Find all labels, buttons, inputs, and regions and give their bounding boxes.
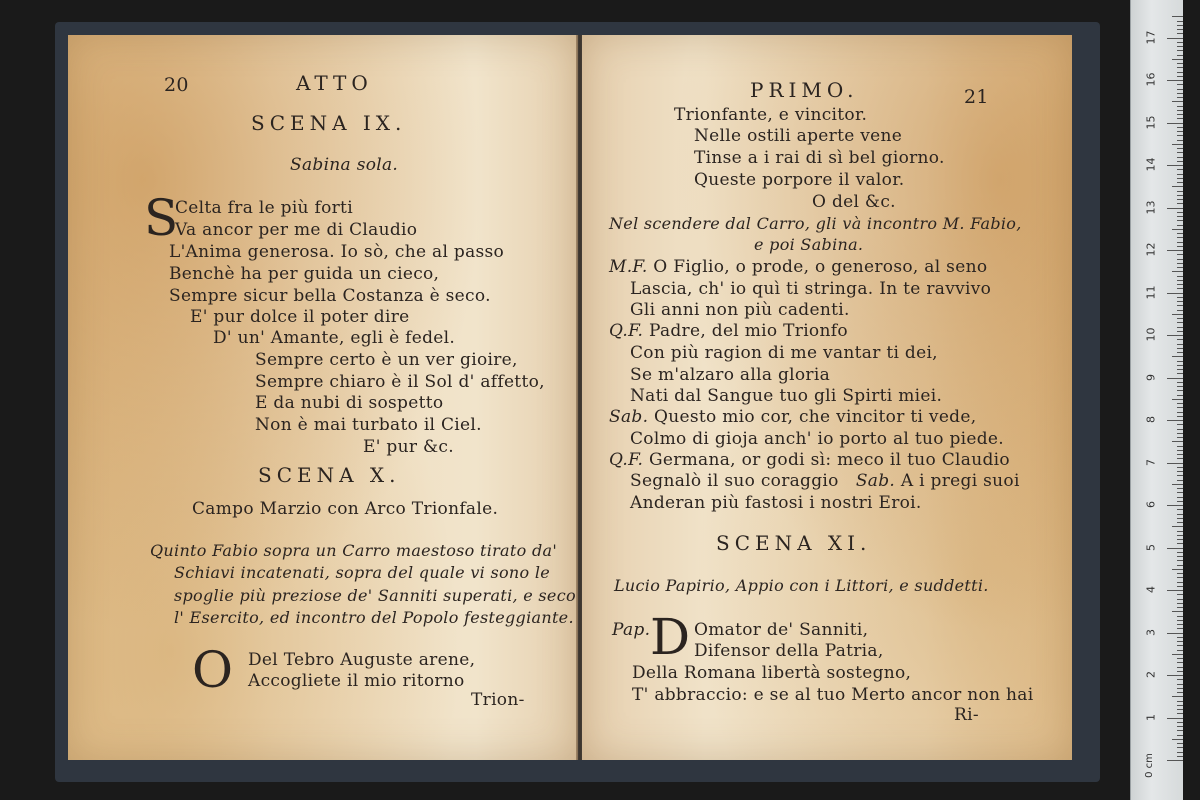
ruler-number: 11 [1144, 285, 1158, 299]
ruler-tick [1177, 157, 1183, 158]
ruler-tick [1177, 21, 1183, 22]
ruler-tick [1177, 50, 1183, 51]
ruler-number: 5 [1144, 543, 1158, 551]
ruler-tick [1177, 556, 1183, 557]
ruler-tick [1177, 220, 1183, 221]
ruler-tick [1167, 208, 1183, 209]
ruler-tick [1177, 594, 1183, 595]
ruler-tick [1177, 29, 1183, 30]
dialogue-line: Lascia, ch' io quì ti stringa. In te ravvivo [630, 279, 992, 299]
ruler-tick [1177, 33, 1183, 34]
running-head: ATTO [296, 71, 373, 95]
catchword: Ri- [954, 705, 979, 725]
dialogue-line: Con più ragion di me vantar ti dei, [630, 343, 938, 363]
ruler-tick [1177, 684, 1183, 685]
ruler-tick [1177, 182, 1183, 183]
ruler-tick [1177, 297, 1183, 298]
ruler-tick [1177, 743, 1183, 744]
verse-line: Nelle ostili aperte vene [694, 126, 903, 146]
ruler-tick [1177, 169, 1183, 170]
ruler-tick [1177, 701, 1183, 702]
verse-line: E da nubi di sospetto [255, 393, 444, 413]
ruler-tick [1177, 331, 1183, 332]
ruler-tick [1177, 72, 1183, 73]
ruler-number: 12 [1144, 242, 1158, 257]
ruler-tick [1177, 63, 1183, 64]
verse-line: L'Anima generosa. Io sò, che al passo [169, 242, 505, 262]
ruler-tick [1177, 152, 1183, 153]
ruler-tick [1177, 475, 1183, 476]
verse-line: Della Romana libertà sostegno, [632, 663, 912, 683]
ruler-tick [1177, 131, 1183, 132]
ruler-tick [1177, 246, 1183, 247]
ruler-tick [1177, 390, 1183, 391]
ruler-tick [1177, 225, 1183, 226]
verse-line: Sempre chiaro è il Sol d' affetto, [255, 372, 545, 392]
page-number: 20 [164, 74, 189, 96]
ruler-tick [1177, 730, 1183, 731]
left-page [68, 35, 578, 760]
ruler-tick [1177, 658, 1183, 659]
ruler-tick [1177, 89, 1183, 90]
verse-line: Sempre sicur bella Costanza è seco. [169, 286, 491, 306]
ruler-tick [1172, 101, 1183, 102]
ruler-tick [1177, 577, 1183, 578]
ruler-tick [1177, 263, 1183, 264]
ruler-tick [1177, 713, 1183, 714]
ruler-tick [1177, 178, 1183, 179]
verse-line: Sempre certo è un ver gioire, [255, 350, 518, 370]
ruler-tick [1177, 407, 1183, 408]
ruler-number: 4 [1144, 586, 1158, 593]
ruler-tick [1177, 46, 1183, 47]
ruler-tick [1177, 67, 1183, 68]
ruler-tick [1177, 458, 1183, 459]
ruler-number: 3 [1144, 628, 1158, 636]
stage-direction-line: e poi Sabina. [754, 235, 864, 254]
verse-line: Benchè ha per guida un cieco, [169, 264, 440, 284]
ruler-tick [1177, 322, 1183, 323]
ruler-tick [1177, 726, 1183, 727]
stage-direction-line: Nel scendere dal Carro, gli và incontro M. Fabio, [609, 214, 1022, 233]
ruler-tick [1177, 518, 1183, 519]
verse-line: T' abbraccio: e se al tuo Merto ancor non hai [632, 685, 1034, 705]
ruler-tick [1177, 560, 1183, 561]
ruler-tick [1177, 735, 1183, 736]
verse-line: Difensor della Patria, [694, 641, 884, 661]
verse-line: E' pur &c. [363, 437, 454, 457]
ruler-tick [1177, 301, 1183, 302]
ruler-tick [1177, 93, 1183, 94]
ruler-tick [1177, 509, 1183, 510]
ruler-tick [1177, 450, 1183, 451]
ruler-tick [1177, 25, 1183, 26]
ruler-tick [1177, 756, 1183, 757]
ruler-tick [1177, 403, 1183, 404]
ruler-tick [1177, 416, 1183, 417]
ruler-number: 16 [1144, 72, 1158, 87]
ruler-tick [1177, 454, 1183, 455]
ruler-tick [1177, 599, 1183, 600]
ruler-tick [1177, 433, 1183, 434]
ruler-tick [1177, 110, 1183, 111]
ruler-tick [1177, 361, 1183, 362]
ruler-tick [1177, 344, 1183, 345]
ruler-tick [1177, 127, 1183, 128]
ruler-tick [1177, 582, 1183, 583]
ruler-tick [1177, 118, 1183, 119]
running-head: PRIMO. [750, 78, 859, 102]
ruler-tick [1177, 492, 1183, 493]
ruler-tick [1167, 165, 1183, 166]
ruler-tick [1177, 84, 1183, 85]
ruler-tick [1167, 250, 1183, 251]
ruler-tick [1177, 522, 1183, 523]
catchword: Trion- [471, 690, 525, 710]
ruler-tick [1177, 709, 1183, 710]
verse-line: D' un' Amante, egli è fedel. [213, 328, 456, 348]
ruler-number: 15 [1144, 115, 1158, 129]
verse-line: Queste porpore il valor. [694, 170, 905, 190]
ruler-tick [1177, 203, 1183, 204]
ruler-tick [1177, 348, 1183, 349]
ruler-unit-label: 0 cm [1143, 753, 1155, 778]
ruler-tick [1177, 429, 1183, 430]
scene-x-title: SCENA X. [258, 463, 401, 487]
ruler-tick [1167, 420, 1183, 421]
ruler-tick [1177, 237, 1183, 238]
ruler-tick [1177, 254, 1183, 255]
ruler-tick [1172, 611, 1183, 612]
ruler-tick [1172, 16, 1183, 17]
ruler-tick [1167, 760, 1183, 761]
ruler-tick [1177, 480, 1183, 481]
speaker-name: Q.F. [609, 450, 644, 470]
ruler-number: 9 [1144, 373, 1158, 381]
ruler-tick [1177, 552, 1183, 553]
scene-x-setting: Campo Marzio con Arco Trionfale. [192, 499, 499, 519]
ruler-tick [1177, 747, 1183, 748]
ruler-tick [1167, 293, 1183, 294]
verse-line: O del &c. [812, 192, 896, 212]
ruler-tick [1172, 356, 1183, 357]
ruler-tick [1177, 373, 1183, 374]
ruler-number: 10 [1144, 327, 1158, 342]
ruler-tick [1177, 135, 1183, 136]
ruler-tick [1172, 484, 1183, 485]
ruler-tick [1177, 242, 1183, 243]
stage-direction-line: spoglie più preziose de' Sanniti superati, e seco [174, 586, 576, 605]
dialogue-line: M.F. O Figlio, o prode, o generoso, al seno [609, 257, 988, 277]
ruler-number: 17 [1144, 30, 1158, 44]
drop-cap-s: S [144, 189, 179, 247]
ruler-tick [1177, 679, 1183, 680]
verse-line: Va ancor per me di Claudio [175, 220, 418, 240]
verse-line: Del Tebro Auguste arene, [248, 650, 476, 670]
ruler-tick [1172, 271, 1183, 272]
dialogue-line: Q.F. Padre, del mio Trionfo [609, 321, 848, 341]
ruler-tick [1167, 548, 1183, 549]
ruler-tick [1177, 667, 1183, 668]
ruler-tick [1177, 543, 1183, 544]
dialogue-line: Se m'alzaro alla gloria [630, 365, 831, 385]
ruler-tick [1177, 412, 1183, 413]
ruler-tick [1177, 199, 1183, 200]
ruler-tick [1177, 114, 1183, 115]
ruler-tick [1177, 318, 1183, 319]
ruler-tick [1177, 191, 1183, 192]
dialogue-line: Segnalò il suo coraggio Sab. A i pregi suoi [630, 471, 1020, 491]
ruler-tick [1177, 327, 1183, 328]
verse-line: Omator de' Sanniti, [694, 620, 869, 640]
ruler-tick [1177, 437, 1183, 438]
ruler-tick [1172, 654, 1183, 655]
ruler-tick [1177, 620, 1183, 621]
ruler-tick [1177, 586, 1183, 587]
ruler-tick [1177, 97, 1183, 98]
ruler-tick [1172, 144, 1183, 145]
dialogue-line: Q.F. Germana, or godi sì: meco il tuo Claudio [609, 450, 1010, 470]
speaker-name: Sab. [855, 471, 896, 491]
ruler-tick [1177, 310, 1183, 311]
ruler-tick [1172, 314, 1183, 315]
ruler-tick [1167, 590, 1183, 591]
ruler-tick [1172, 59, 1183, 60]
measuring-ruler [1130, 0, 1183, 800]
ruler-tick [1177, 305, 1183, 306]
ruler-number: 2 [1144, 671, 1158, 678]
ruler-number: 8 [1144, 416, 1158, 423]
scene-ix-title: SCENA IX. [251, 111, 407, 135]
ruler-tick [1177, 607, 1183, 608]
stage-direction-line: l' Esercito, ed incontro del Popolo festeggiante. [174, 608, 574, 627]
page-number: 21 [964, 86, 989, 108]
ruler-tick [1177, 174, 1183, 175]
verse-line: Accogliete il mio ritorno [248, 671, 465, 691]
ruler-tick [1177, 650, 1183, 651]
ruler-tick [1177, 514, 1183, 515]
ruler-tick [1177, 573, 1183, 574]
ruler-tick [1177, 624, 1183, 625]
dialogue-line: Anderan più fastosi i nostri Eroi. [630, 493, 922, 513]
verse-line: Non è mai turbato il Ciel. [255, 415, 482, 435]
ruler-tick [1172, 569, 1183, 570]
ruler-number: 14 [1144, 157, 1158, 172]
ruler-tick [1177, 140, 1183, 141]
ruler-tick [1177, 467, 1183, 468]
ruler-tick [1177, 671, 1183, 672]
ruler-tick [1177, 565, 1183, 566]
ruler-tick [1177, 705, 1183, 706]
ruler-tick [1177, 369, 1183, 370]
ruler-tick [1177, 539, 1183, 540]
ruler-tick [1177, 352, 1183, 353]
ruler-tick [1172, 441, 1183, 442]
ruler-tick [1177, 106, 1183, 107]
ruler-tick [1172, 696, 1183, 697]
ruler-tick [1177, 395, 1183, 396]
ruler-tick [1177, 288, 1183, 289]
stage-direction-line: Quinto Fabio sopra un Carro maestoso tirato da' [150, 541, 558, 560]
ruler-tick [1177, 382, 1183, 383]
ruler-tick [1177, 752, 1183, 753]
verse-line: Trionfante, e vincitor. [674, 105, 868, 125]
ruler-tick [1177, 488, 1183, 489]
verse-line: Celta fra le più forti [175, 198, 353, 218]
ruler-tick [1177, 645, 1183, 646]
ruler-tick [1177, 195, 1183, 196]
drop-cap-d: D [650, 608, 691, 666]
ruler-number: 13 [1144, 200, 1158, 214]
ruler-tick [1177, 424, 1183, 425]
ruler-tick [1167, 675, 1183, 676]
ruler-tick [1177, 212, 1183, 213]
speaker-name: Sab. [609, 407, 649, 427]
ruler-tick [1167, 718, 1183, 719]
ruler-tick [1167, 38, 1183, 39]
ruler-tick [1167, 463, 1183, 464]
dialogue-line: Gli anni non più cadenti. [630, 300, 850, 320]
speaker-name: Q.F. [609, 321, 644, 341]
ruler-tick [1177, 531, 1183, 532]
ruler-number: 7 [1144, 458, 1158, 466]
scene-xi-cast: Lucio Papirio, Appio con i Littori, e suddetti. [614, 576, 989, 595]
scene-ix-cast: Sabina sola. [290, 155, 399, 175]
ruler-tick [1177, 280, 1183, 281]
ruler-tick [1177, 637, 1183, 638]
ruler-tick [1177, 616, 1183, 617]
ruler-tick [1177, 284, 1183, 285]
ruler-tick [1177, 688, 1183, 689]
ruler-tick [1172, 526, 1183, 527]
dialogue-line: Colmo di gioja anch' io porto al tuo piede. [630, 429, 1004, 449]
ruler-tick [1177, 42, 1183, 43]
ruler-tick [1177, 76, 1183, 77]
verse-line: E' pur dolce il poter dire [190, 307, 410, 327]
ruler-number: 1 [1144, 713, 1158, 721]
ruler-tick [1177, 276, 1183, 277]
ruler-tick [1172, 739, 1183, 740]
ruler-tick [1167, 123, 1183, 124]
ruler-tick [1177, 662, 1183, 663]
ruler-tick [1172, 229, 1183, 230]
ruler-tick [1177, 148, 1183, 149]
ruler-tick [1177, 628, 1183, 629]
ruler-tick [1172, 186, 1183, 187]
speaker-name: M.F. [609, 257, 648, 277]
stage-direction-line: Schiavi incatenati, sopra del quale vi sono le [174, 563, 551, 582]
dialogue-line: Nati dal Sangue tuo gli Spirti miei. [630, 386, 943, 406]
ruler-tick [1177, 471, 1183, 472]
ruler-tick [1167, 80, 1183, 81]
dialogue-line: Sab. Questo mio cor, che vincitor ti vede, [609, 407, 977, 427]
ruler-tick [1177, 339, 1183, 340]
ruler-tick [1177, 386, 1183, 387]
ruler-tick [1177, 535, 1183, 536]
ruler-tick [1177, 722, 1183, 723]
ruler-tick [1177, 233, 1183, 234]
ruler-tick [1167, 378, 1183, 379]
ruler-tick [1177, 603, 1183, 604]
speaker-name: Pap. [612, 620, 651, 640]
ruler-tick [1177, 497, 1183, 498]
ruler-tick [1177, 216, 1183, 217]
ruler-tick [1177, 55, 1183, 56]
ruler-tick [1167, 633, 1183, 634]
ruler-tick [1177, 692, 1183, 693]
ruler-tick [1167, 335, 1183, 336]
verse-line: Tinse a i rai di sì bel giorno. [694, 148, 945, 168]
ruler-tick [1177, 641, 1183, 642]
ruler-tick [1177, 365, 1183, 366]
right-page [582, 35, 1072, 760]
ruler-tick [1177, 501, 1183, 502]
ruler-number: 6 [1144, 501, 1158, 508]
ruler-tick [1177, 267, 1183, 268]
ruler-tick [1177, 259, 1183, 260]
drop-cap-o: O [192, 641, 233, 699]
ruler-tick [1177, 446, 1183, 447]
ruler-tick [1177, 161, 1183, 162]
ruler-tick [1172, 399, 1183, 400]
scene-xi-title: SCENA XI. [716, 531, 872, 555]
ruler-tick [1167, 505, 1183, 506]
